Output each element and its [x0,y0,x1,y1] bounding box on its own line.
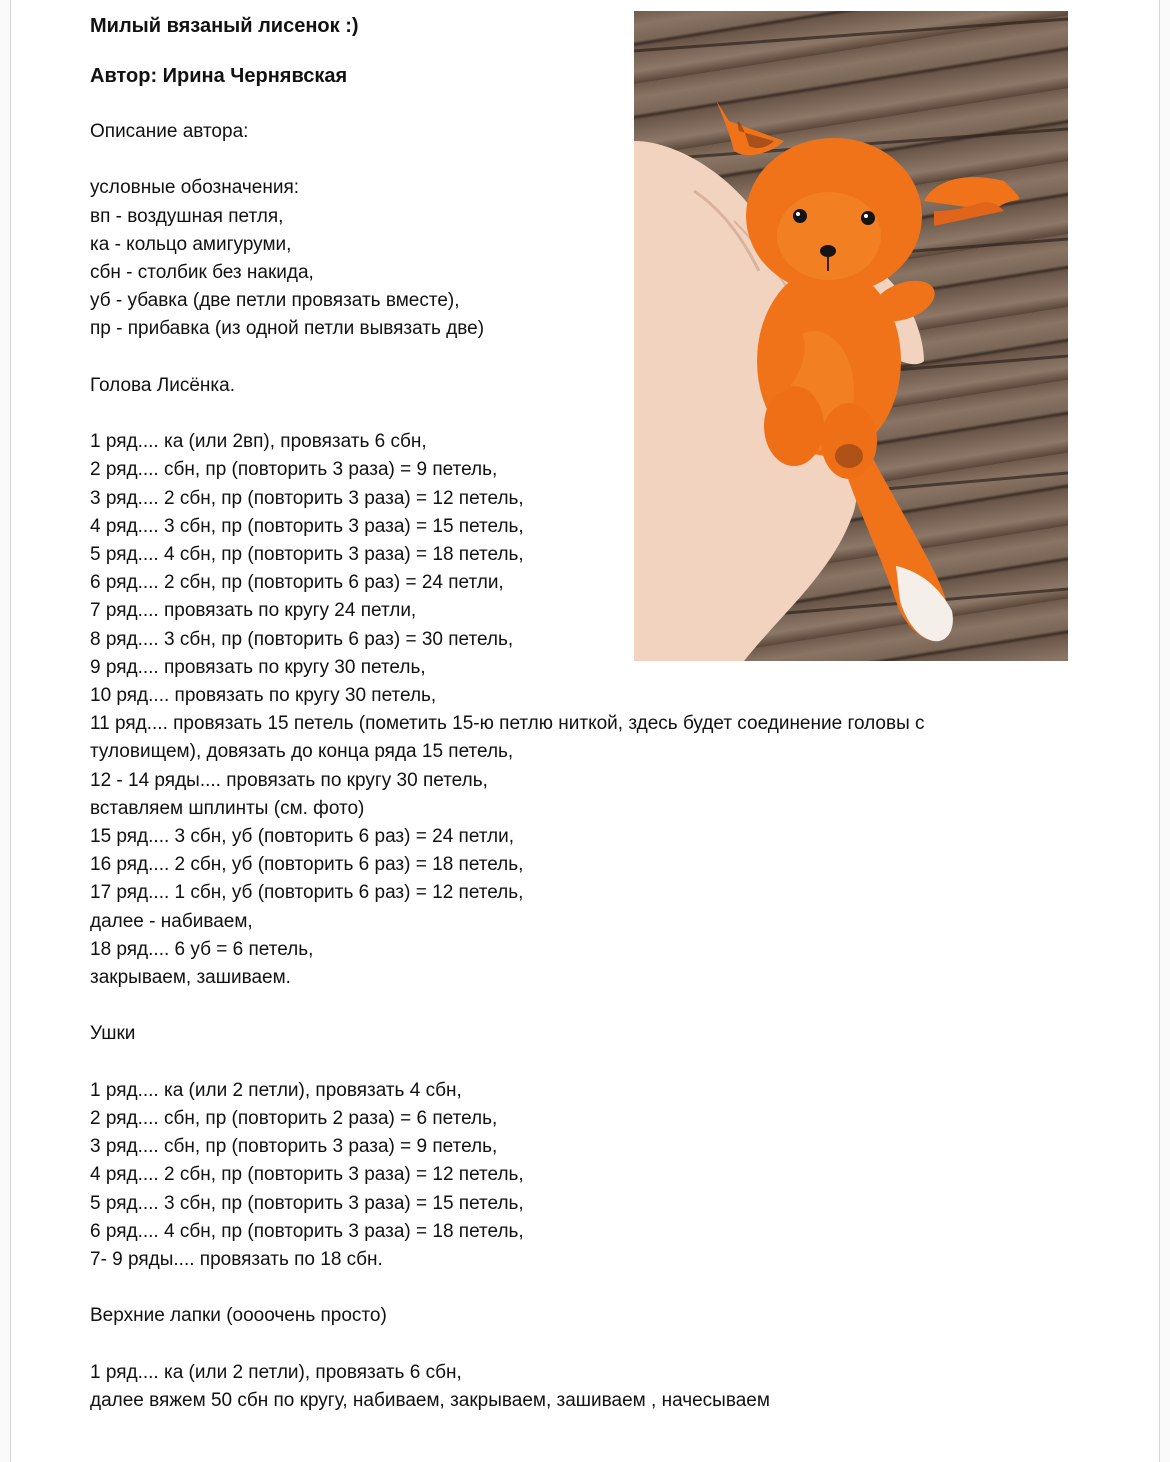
text-line: 2 ряд.... сбн, пр (повторить 2 раза) = 6 петель, [90,1108,498,1130]
text-line: Голова Лисёнка. [90,374,235,396]
text-line: 5 ряд.... 4 сбн, пр (повторить 3 раза) = 18 петель, [90,544,524,565]
text-line: условные обозначения: [90,177,300,199]
text-line: 5 ряд.... 3 сбн, пр (повторить 3 раза) = 15 петель, [90,1192,524,1214]
text-line: 6 ряд.... 4 сбн, пр (повторить 3 раза) = 18 петель, [90,1220,524,1242]
text-line: 12 - 14 ряды.... провязать по кругу 30 петель, [90,769,488,791]
text-line: 4 ряд.... 2 сбн, пр (повторить 3 раза) = 12 петель, [90,1164,524,1186]
blank-line [90,1331,1050,1359]
text-line: 16 ряд.... 2 сбн, уб (повторить 6 раз) = 18 петель, [90,854,524,876]
text-line: 15 ряд.... 3 сбн, уб (повторить 6 раз) = 24 петли, [90,826,515,848]
text-line: 1 ряд.... ка (или 2 петли), провязать 6 сбн, [90,1361,462,1383]
text-line: Ушки [90,1023,136,1045]
fox-illustration [634,11,1068,661]
blank-line [90,1049,1050,1077]
blank-line [90,992,1050,1020]
text-line: 6 ряд.... 2 сбн, пр (повторить 6 раз) = 24 петли, [90,572,504,594]
document-title: Милый вязаный лисенок :) [90,15,359,37]
text-line: 4 ряд.... 3 сбн, пр (повторить 3 раза) = 15 петель, [90,515,524,537]
text-line: 17 ряд.... 1 сбн, уб (повторить 6 раз) = 12 петель, [90,882,524,904]
text-line: Верхние лапки (оооочень просто) [90,1305,387,1327]
text-line: ка - кольцо амигуруми, [90,233,292,255]
document-author: Автор: Ирина Чернявская [90,65,348,87]
text-line: 7- 9 ряды.... провязать по 18 сбн. [90,1249,383,1271]
text-line: далее - набиваем, [90,910,253,932]
text-line: 7 ряд.... провязать по кругу 24 петли, [90,600,417,622]
text-line: пр - прибавка (из одной петли вывязать две) [90,318,485,340]
text-line: 11 ряд.... провязать 15 петель (пометить 15-ю петлю ниткой, здесь будет соединение головы с [90,713,925,735]
text-line: уб - убавка (две петли провязать вместе), [90,290,460,312]
text-line: 18 ряд.... 6 уб = 6 петель, [90,938,314,960]
text-line: Описание автора: [90,121,249,142]
text-line: 10 ряд.... провязать по кругу 30 петель, [90,685,437,707]
text-line: закрываем, зашиваем. [90,967,291,989]
text-line: туловищем), довязать до конца ряда 15 петель, [90,741,514,763]
text-line: 9 ряд.... провязать по кругу 30 петель, [90,656,426,678]
knitted-fox-photo [634,11,1068,661]
blank-line [90,1274,1050,1302]
text-line: далее вяжем 50 сбн по кругу, набиваем, закрываем, зашиваем , начесываем [90,1390,770,1412]
text-line: вп - воздушная петля, [90,205,284,227]
page-edge-left [0,0,11,1462]
text-line: 1 ряд.... ка (или 2вп), провязать 6 сбн, [90,431,427,453]
text-line: 2 ряд.... сбн, пр (повторить 3 раза) = 9 петель, [90,459,498,481]
text-line: 3 ряд.... сбн, пр (повторить 3 раза) = 9 петель, [90,1136,498,1158]
page-edge-right [1159,0,1170,1462]
text-line: 1 ряд.... ка (или 2 петли), провязать 4 сбн, [90,1079,462,1101]
text-line: 8 ряд.... 3 сбн, пр (повторить 6 раз) = 30 петель, [90,628,514,650]
text-line: сбн - столбик без накида, [90,262,314,283]
text-line: 3 ряд.... 2 сбн, пр (повторить 3 раза) = 12 петель, [90,487,524,509]
text-line: вставляем шплинты (см. фото) [90,797,365,819]
